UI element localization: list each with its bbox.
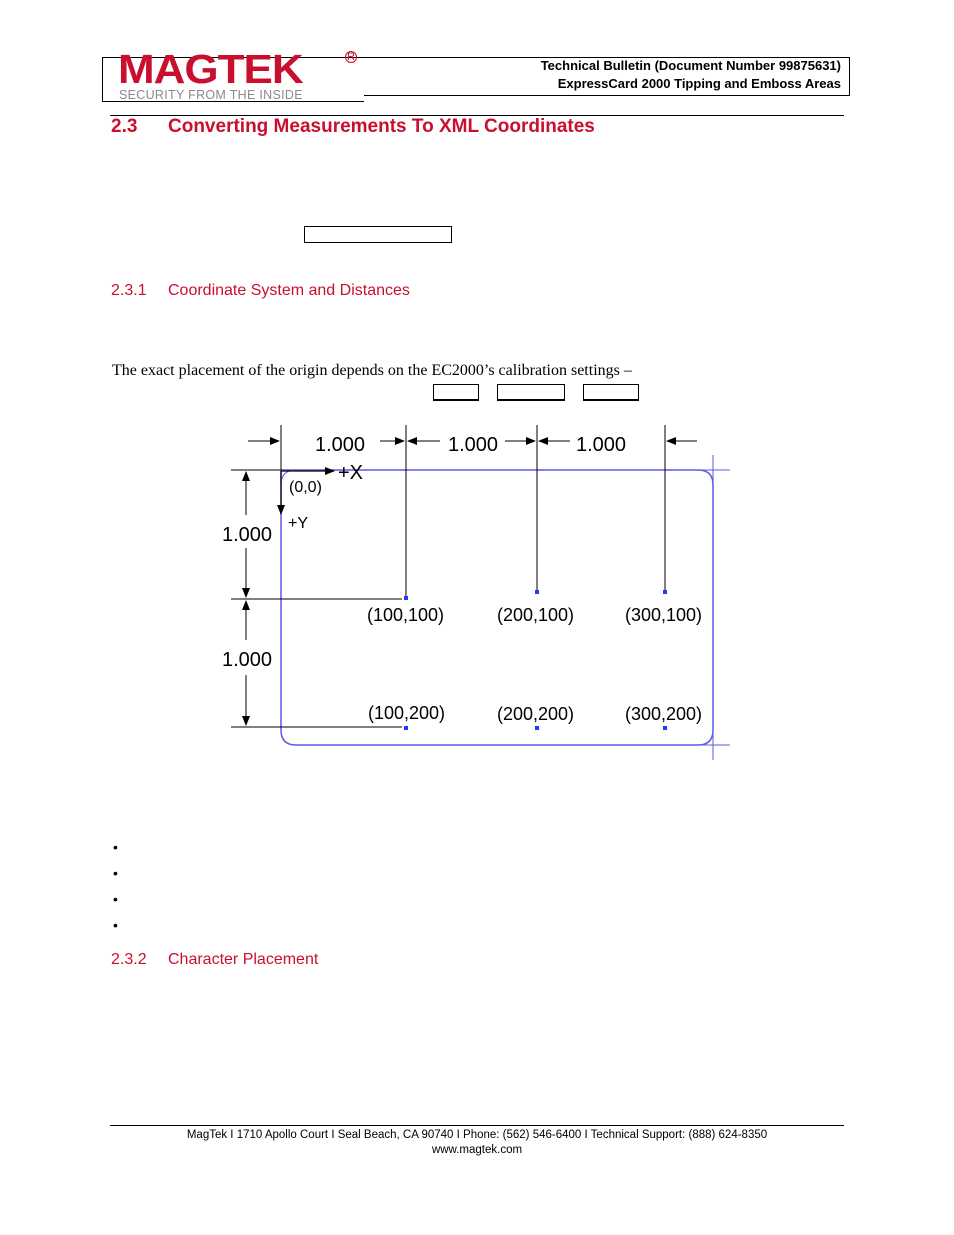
point-marker (404, 596, 408, 600)
origin-paragraph: The exact placement of the origin depends on the EC2000’s calibration settings – (112, 362, 632, 379)
dimension-label: 1.000 (315, 434, 366, 456)
point-marker (535, 726, 539, 730)
bulletin-document-title: ExpressCard 2000 Tipping and Emboss Areas (557, 76, 841, 91)
axis-x-label: +X (338, 462, 364, 484)
bullet-item: • (113, 891, 118, 907)
subsection-title: Character Placement (168, 951, 319, 968)
subsection-number: 2.3.1 (111, 282, 147, 299)
bullet-item: • (113, 917, 118, 933)
origin-label: (0,0) (289, 479, 322, 496)
vertical-dimension-label: 1.000 (222, 649, 273, 671)
subsection-heading (111, 951, 318, 969)
point-marker (663, 726, 667, 730)
dimension-label: 1.000 (448, 434, 499, 456)
point-label: (200,100) (497, 605, 575, 625)
magtek-logo: MAGTEK (118, 47, 303, 93)
bullet-item: • (113, 865, 118, 881)
point-label: (200,200) (497, 704, 575, 724)
point-marker (535, 590, 539, 594)
subsection-title: Coordinate System and Distances (168, 282, 410, 299)
point-marker (663, 590, 667, 594)
point-label: (300,200) (625, 704, 703, 724)
footer-contact: MagTek I 1710 Apollo Court I Seal Beach, CA 90740 I Phone: (562) 546-6400 I Technical Support: (888) 624-8350 (186, 1129, 768, 1141)
axis-y-label: +Y (288, 515, 309, 532)
section-title: Converting Measurements To XML Coordinates (168, 116, 595, 137)
footer-rule (110, 1125, 844, 1126)
point-label: (300,100) (625, 605, 703, 625)
subsection-number: 2.3.2 (111, 951, 147, 968)
point-label: (100,100) (367, 605, 445, 625)
vertical-dimension-label: 1.000 (222, 524, 273, 546)
section-number: 2.3 (111, 116, 138, 137)
registered-mark-icon: R (345, 51, 357, 63)
footer-website-link[interactable]: www.magtek.com (431, 1144, 523, 1156)
logo-tagline: SECURITY FROM THE INSIDE (119, 88, 303, 102)
point-marker (404, 726, 408, 730)
bullet-item: • (113, 839, 118, 855)
dimension-label: 1.000 (576, 434, 627, 456)
bulletin-document-number: Technical Bulletin (Document Number 99875631) (540, 58, 841, 73)
point-label: (100,200) (368, 703, 446, 723)
